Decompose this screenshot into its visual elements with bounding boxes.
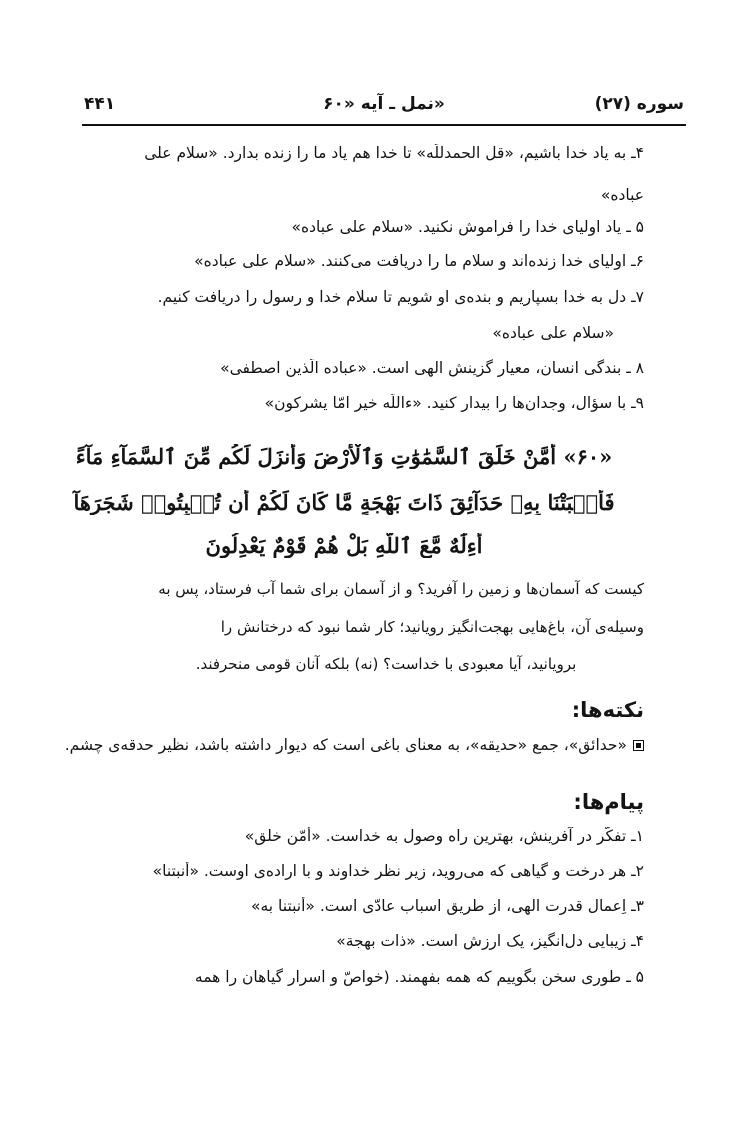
message-item-4-cont: عباده» — [600, 186, 644, 204]
message-4: ۴ـ زیبایی دل‌انگیز، یک ارزش است. «ذات بهجة» — [336, 932, 644, 950]
message-item-8: ۸ ـ بندگی انسان، معیار گزینش الهی است. «عباده الّذین اصطفی» — [220, 359, 644, 377]
message-2: ۲ـ هر درخت و گیاهی که می‌روید، زیر نظر خداوند و با اراده‌ی اوست. «أنبتنا» — [152, 862, 644, 880]
message-item-7-cont: «سلام علی عباده» — [492, 324, 614, 342]
square-bullet-icon — [633, 740, 644, 751]
quran-verse-line-2: فَأَنۢبَتْنَا بِهِۦ حَدَآئِقَ ذَاتَ بَهْجَةٍ مَّا كَانَ لَكُمْ أَن تُنۢبِتُوا۟ شَجَرَهَآ — [73, 490, 615, 515]
page-header — [82, 90, 686, 126]
note-text: «حدائق»، جمع «حدیقه»، به معنای باغی است که دیوار داشته باشد، نظیر حدقه‌ی چشم. — [64, 736, 627, 754]
translation-line-3: برویانید، آیا معبودی با خداست؟ (نه) بلکه آنان قومی منحرفند. — [195, 655, 577, 673]
message-item-4: ۴ـ به یاد خدا باشیم، «قل الحمدللّه» تا خدا هم یاد ما را زنده بدارد. «سلام علی — [144, 144, 644, 162]
note-item — [44, 736, 644, 754]
message-item-9: ۹ـ با سؤال، وجدان‌ها را بیدار کنید. «ءاللّه خیر امّا یشرکون» — [264, 394, 644, 412]
surah-label: سوره (۲۷) — [594, 94, 684, 114]
message-3: ۳ـ اِعمال قدرت الهی، از طریق اسباب عادّی است. «أنبتنا به» — [251, 897, 644, 915]
translation-line-2: وسیله‌ی آن، باغ‌هایی بهجت‌انگیز رویانید؛ کار شما نبود که درختانش را — [220, 618, 644, 636]
page-number: ۴۴۱ — [84, 94, 116, 114]
message-item-6: ۶ـ اولیای خدا زنده‌اند و سلام ما را دریافت می‌کنند. «سلام علی عباده» — [194, 252, 644, 270]
message-item-5: ۵ ـ یاد اولیای خدا را فراموش نکنید. «سلام علی عباده» — [291, 218, 644, 236]
message-1: ۱ـ تفکّر در آفرینش، بهترین راه وصول به خداست. «أمّن خلق» — [244, 827, 644, 845]
chapter-verse-label: نمل ـ آیه «۶۰» — [323, 94, 445, 114]
quran-verse-line-3: أَءِلَٰهٌ مَّعَ ٱللَّهِ بَلْ هُمْ قَوْمٌ يَعْدِلُونَ — [205, 533, 483, 558]
message-item-7: ۷ـ دل به خدا بسپاریم و بنده‌ی او شویم تا سلام خدا و رسول را دریافت کنیم. — [157, 288, 644, 306]
quran-verse-line-1: «۶۰» أَمَّنْ خَلَقَ ٱلسَّمَٰوَٰتِ وَٱلْأَرْضَ وَأَنزَلَ لَكُم مِّنَ ٱلسَّمَآءِ مَآءً — [75, 444, 613, 469]
translation-line-1: کیست که آسمان‌ها و زمین را آفرید؟ و از آسمان برای شما آب فرستاد، پس به — [158, 580, 644, 598]
message-5: ۵ ـ طوری سخن بگوییم که همه بفهمند. (خواصّ و اسرار گیاهان را همه — [194, 968, 644, 986]
notes-heading: نکته‌ها: — [571, 698, 644, 722]
messages-heading: پیام‌ها: — [573, 790, 644, 814]
